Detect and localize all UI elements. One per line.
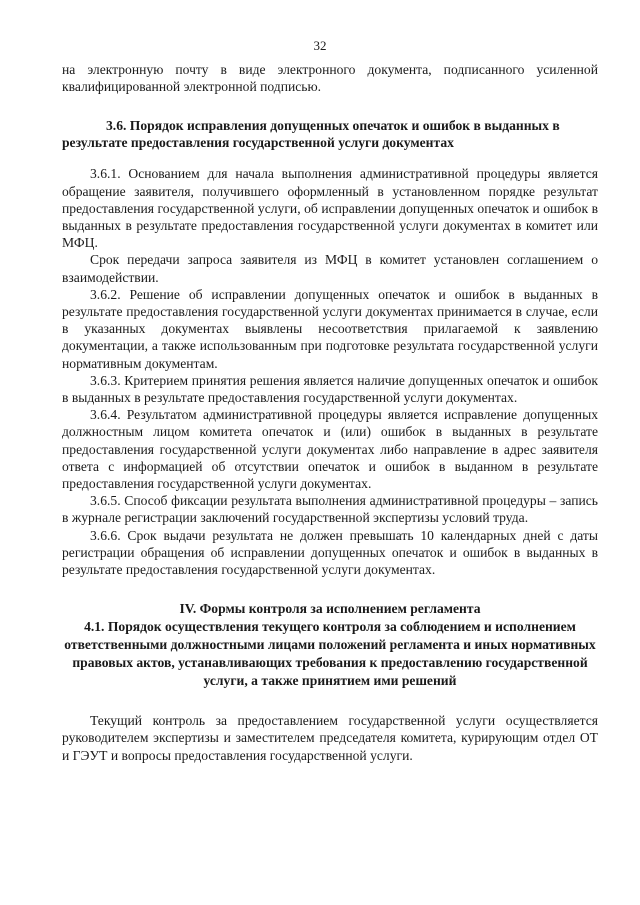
paragraph-4-1: Текущий контроль за предоставлением государственной услуги осуществляется руководителем экспертизы и заместителем председателя комитета, курирующим отдел ОТ и ГЭУТ и вопросы предоставления государственной услуги. [62, 713, 598, 763]
paragraph-3-6-1: 3.6.1. Основанием для начала выполнения административной процедуры является обращение заявителя, получившего оформленный в установленном порядке результат предоставления государственной услуги, об исправлении допущенных опечаток и ошибок в выданных в результате предоставления государственной услуги документах в комитет или МФЦ. [62, 166, 598, 251]
section-4-title: IV. Формы контроля за исполнением регламента [179, 601, 481, 617]
intro-paragraph: на электронную почту в виде электронного документа, подписанного усиленной квалифицированной электронной подписью. [62, 62, 598, 95]
paragraph-3-6-5: 3.6.5. Способ фиксации результата выполнения административной процедуры – запись в журнале регистрации заключений государственной экспертизы условий труда. [62, 493, 598, 526]
paragraph-mfc-term: Срок передачи запроса заявителя из МФЦ в комитет установлен соглашением о взаимодействии. [62, 252, 598, 285]
paragraph-3-6-3: 3.6.3. Критерием принятия решения является наличие допущенных опечаток и ошибок в выданных в результате предоставления государственной услуги документах. [62, 372, 598, 406]
document-body [62, 61, 598, 764]
paragraph-3-6-6: 3.6.6. Срок выдачи результата не должен превышать 10 календарных дней с даты регистрации обращения об исправлении допущенных опечаток и ошибок в выданных в результате предоставления государственной услуги документах. [62, 527, 598, 578]
section-3-6-heading: 3.6. Порядок исправления допущенных опечаток и ошибок в выданных в результате предоставления государственной услуги документах [62, 118, 560, 151]
paragraph-3-6-4: 3.6.4. Результатом административной процедуры является исправление допущенных должностным лицом комитета опечаток и (или) ошибок в выданных в результате предоставления государственной услуги документах либо направление в адрес заявителя ответа с информацией об отсутствии опечаток и ошибок в выданном в результате предоставления государственной услуги документах. [62, 407, 598, 492]
section-4-1-heading: 4.1. Порядок осуществления текущего контроля за соблюдением и исполнением ответственными должностными лицами положений регламента и иных нормативных правовых актов, устанавливающих требования к предоставлению государственной услуги, а также принятием ими решений [64, 619, 596, 689]
page-number: 32 [313, 38, 327, 53]
paragraph-3-6-2: 3.6.2. Решение об исправлении допущенных опечаток и ошибок в выданных в результате предоставления государственной услуги документах принимается в случае, если в указанных документах выявлены несоответствия прилагаемой к заявлению документации, а также использованным при подготовке результата государственной услуги нормативным документам. [62, 286, 598, 371]
